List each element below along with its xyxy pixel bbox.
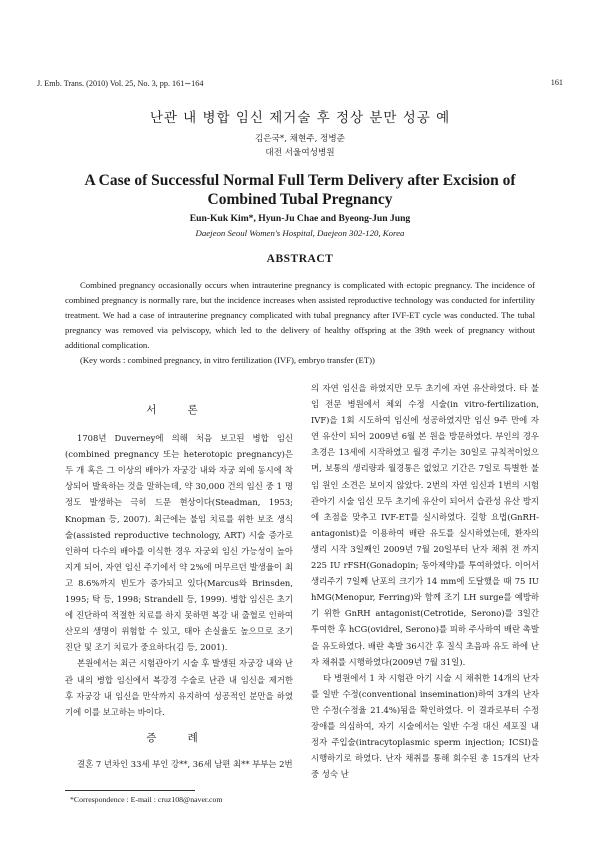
case-paragraph-1: 결혼 7 년차인 33세 부인 강**, 36세 남편 최** 부부는 2번 <box>77 758 293 769</box>
korean-authors: 김은국*, 채현주, 정병준 <box>255 134 345 144</box>
intro-paragraph-2: 본원에서는 최근 시험관아기 시술 후 발생된 자궁강 내와 난관 내의 병합 임신에서 복강경 수술로 난관 내 임신을 제거한 후 자궁강 내 임신을 만삭까지 유지하여 성공적인 분만을 하였기에 이를 보고하는 바이다. <box>65 658 293 717</box>
abstract-keywords: (Key words : combined pregnancy, in vitro fertilization (IVF), embryo transfer (ET)) <box>80 355 375 366</box>
english-authors: Eun-Kuk Kim*, Hyun-Ju Chae and Byeong-Jun Jung <box>189 213 411 224</box>
intro-heading: 서 론 <box>146 404 212 416</box>
footnote-divider <box>65 790 195 791</box>
abstract-block <box>65 278 535 369</box>
journal-citation: J. Emb. Trans. (2010) Vol. 25, No. 3, pp. 161∼164 <box>37 79 204 88</box>
korean-affiliation: 대전 서울여성병원 <box>265 148 335 158</box>
korean-title: 난관 내 병합 임신 제거술 후 정상 분만 성공 예 <box>149 110 451 126</box>
running-header <box>37 78 563 88</box>
right-column <box>311 380 539 782</box>
intro-paragraph-1: 1708년 Duverney에 의해 처음 보고된 병합 임신(combined pregnancy 또는 heterotopic pregnancy)은 두 개 혹은 그 이상의 배아가 자궁강 내와 자궁 외에 동시에 착상되어 발육하는 것을 말하는데, 약 30,000 건의 임신 중 1 명 정도 발생하는 극히 드문 현상이다(Steadman, 1953; Knopman 등, 2007). 최근에는 불임 치료를 위한 보조 생식술(assisted reproductive technology, ART) 시술 증가로 인하여 다수의 배아를 이식한 경우 자궁외 임신 가능성이 높아지게 되어, 자연 임신 주기에서 약 2%에 머무르던 발생율이 최고 8.6%까지 빈도가 증가되고 있다(Marcus와 Brinsden, 1995; 탁 등, 1998; Strandell 등, 1999). 병합 임신은 초기에 진단하여 적절한 치료를 하지 못하면 복강 내 출혈로 인하여 산모의 생명이 위험할 수 있고, 태아 손실율도 높으므로 조기 진단 및 조기 치료가 중요하다(김 등, 2001). <box>65 433 293 653</box>
abstract-body: Combined pregnancy occasionally occurs when intrauterine pregnancy is complicated with ectopic pregnancy. The incidence of combined pregnancy is normally rare, but the incidence increases when assisted reproductive technology was conducted for infertility treatment. We had a case of intrauterine pregnancy complicated with tubal pregnancy after IVF-ET cycle was conducted. The tubal pregnancy was removed via pelviscopy, which led to the delivery of healthy offspring at the 39th week of pregnancy without additional complication. <box>65 280 535 351</box>
case-paragraph-2: 타 병원에서 1 차 시험관 아기 시술 시 채취한 14개의 난자를 일반 수정(conventional insemination)하여 3개의 난자만 수정(수정율 21.4%)됨을 확인하였다. 이 결과로부터 수정 장애를 의심하여, 자기 시술에서는 일반 수정 대신 세포질 내 정자 주입술(intracytoplasmic sperm injection; ICSI)을 시행하기로 하였다. 난자 채취를 통해 회수된 총 15개의 난자 중 성숙 난 <box>311 672 539 780</box>
english-title: A Case of Successful Normal Full Term Delivery after Excision of Combined Tubal Pregnancy <box>84 172 516 208</box>
page-number: 161 <box>550 78 563 87</box>
case-paragraph-continued: 의 자연 임신을 하였지만 모두 초기에 자연 유산하였다. 타 불임 전문 병원에서 체외 수정 시술(in vitro-fertilization, IVF)을 1회 시도하여 임신에 성공하였지만 임신 9주 만에 자연 유산이 되어 2009년 6월 본 원을 방문하였다. 부인의 경우 초경은 13세에 시작하였고 월경 주기는 30일로 규칙적이었으며, 보통의 생리량과 월경통은 없었고 기간은 7일로 특별한 불임 원인 소견은 보이지 않았다. 2번의 자연 임신과 1번의 시험관아기 시술 임신 모두 초기에 유산이 되어서 습관성 유산 방지에 초점을 맞추고 IVF-ET를 실시하였다. 길항 요법(GnRH-antagonist)을 이용하여 배란 유도를 실시하였는데, 환자의 생리 시작 3일째인 2009년 7월 20일부터 난자 채취 전 까지 225 IU rFSH(Gonadopin; 동아제약)를 투여하였다. 이어서 생리주기 7일째 난포의 크기가 14 mm에 도달했을 때 75 IU hMG(Menopur, Ferring)와 함께 조기 LH surge를 예방하기 위한 GnRH antagonist(Cetrotide, Serono)를 3일간 투여한 후 hCG(ovidrel, Serono)를 피하 주사하여 배란 촉발을 유도하였다. 배란 촉발 36시간 후 질식 초음파 유도 하에 난자 채취를 시행하였다(2009년 7월 31일). <box>311 383 539 667</box>
correspondence-footnote: *Correspondence : E-mail : cruz108@naver.com <box>70 795 223 804</box>
english-affiliation: Daejeon Seoul Women's Hospital, Daejeon 302-120, Korea <box>195 228 405 238</box>
abstract-heading: ABSTRACT <box>266 253 334 265</box>
left-column <box>65 402 293 772</box>
case-heading: 증 례 <box>146 731 212 744</box>
